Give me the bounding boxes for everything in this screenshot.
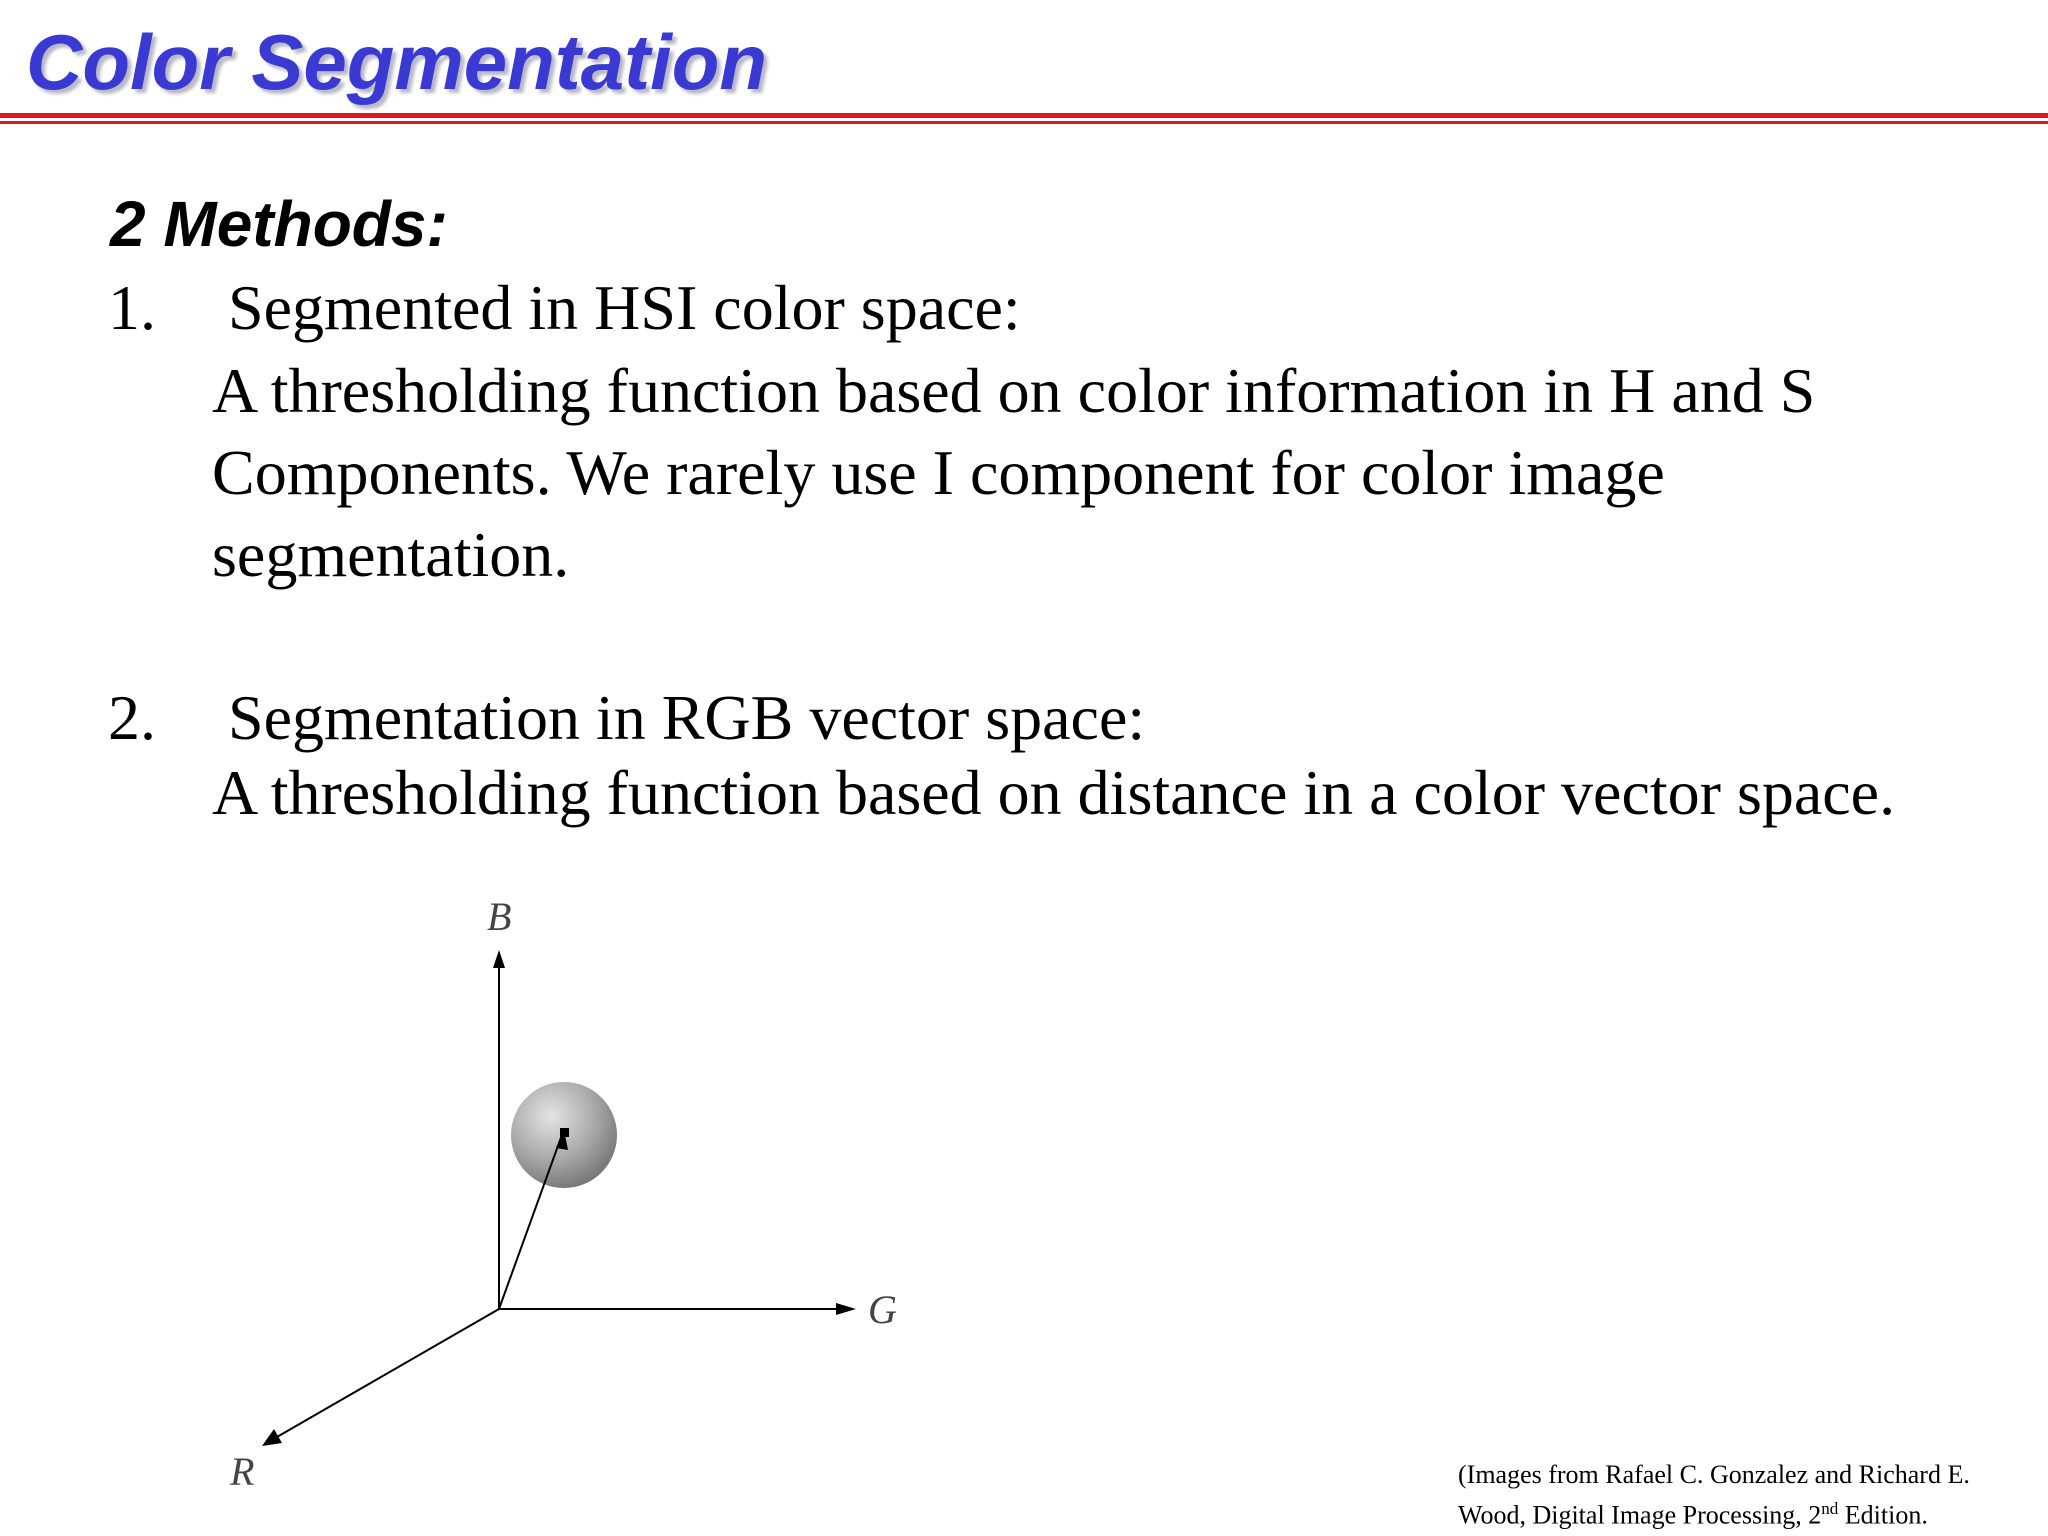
method-2-number: 2. <box>108 682 156 753</box>
axis-label-g: G <box>868 1287 897 1332</box>
sphere-center-mark <box>560 1128 569 1137</box>
methods-heading: 2 Methods: <box>110 188 448 260</box>
method-2-description: A thresholding function based on distance in a color vector space. <box>212 757 1896 828</box>
citation-line-2 <box>1458 1492 2038 1533</box>
citation-superscript: nd <box>1821 1499 1839 1518</box>
r-axis-line <box>270 1309 499 1441</box>
g-axis-arrow <box>836 1303 856 1315</box>
rgb-axes-diagram <box>200 880 960 1500</box>
title-rule-thick <box>0 113 2048 118</box>
b-axis-arrow <box>493 950 505 968</box>
method-1-title: Segmented in HSI color space: <box>228 272 1021 343</box>
image-citation <box>1458 1458 2038 1533</box>
rgb-vector-space-figure <box>200 880 960 1500</box>
method-2-title: Segmentation in RGB vector space: <box>228 682 1146 753</box>
citation-line-1: (Images from Rafael C. Gonzalez and Richard E. <box>1458 1460 1970 1489</box>
citation-line-2-suffix: Edition. <box>1838 1500 1928 1530</box>
slide-title: Color Segmentation <box>26 18 768 106</box>
method-1-description: A thresholding function based on color information in H and S Components. We rarely use I component for color image segmentation. <box>212 355 1816 590</box>
r-axis-arrow <box>262 1429 282 1446</box>
axis-label-b: B <box>487 894 512 939</box>
title-rule-thin <box>0 121 2048 124</box>
citation-line-2-prefix: Wood, Digital Image Processing, 2 <box>1458 1500 1822 1530</box>
method-1-number: 1. <box>108 272 156 343</box>
axis-label-r: R <box>230 1449 255 1494</box>
